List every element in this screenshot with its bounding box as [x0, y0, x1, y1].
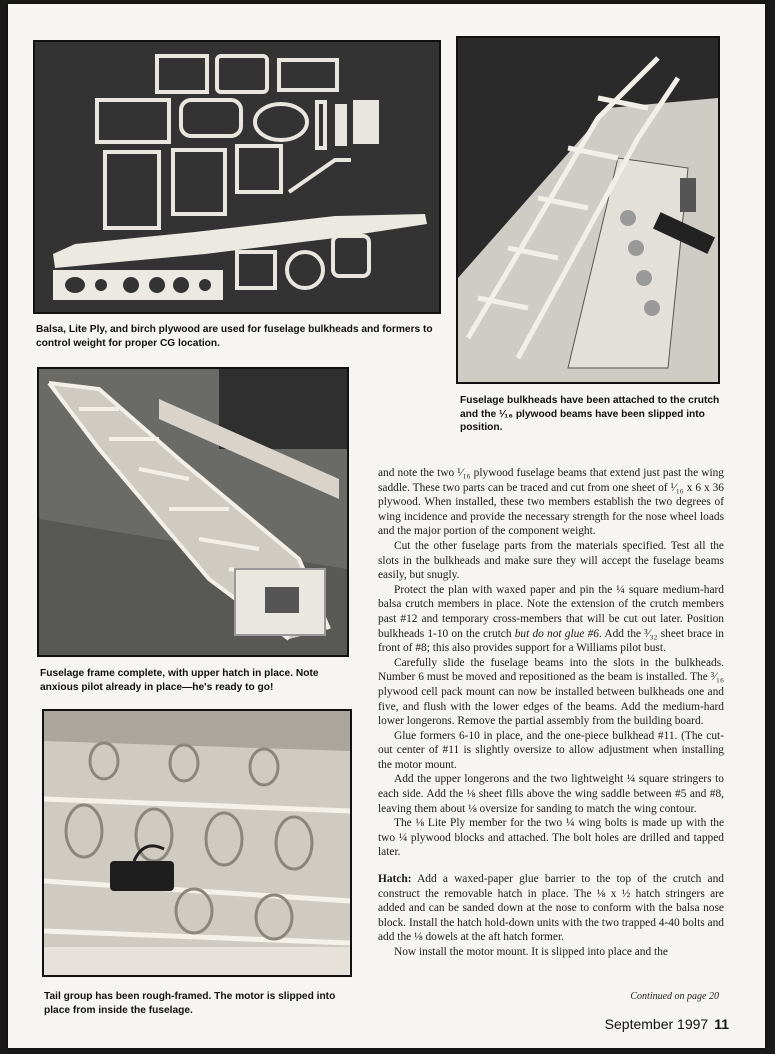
photo-tail-group [42, 709, 352, 977]
article-paragraph: Add the upper longerons and the two lightweight ¼ square stringers to each side. Add the ⅛ sheet fills above the wing saddle between #5 and #8, leaving them about ⅛ oversize for sanding to match the wing contour. [378, 773, 724, 815]
article-text-run: Protect the plan with waxed paper and pin the ¼ square medium-hard balsa crutch members in place. Note the extension of the crutch members past #12 and temporary cross-members that will be cut out later. Position bulkheads 1-10 on the crutch [378, 583, 724, 640]
article-paragraph: Now install the motor mount. It is slipped into place and the [394, 946, 668, 958]
article-paragraph: Glue formers 6-10 in place, and the one-piece bulkhead #11. (The cut-out center of #11 is slightly oversize to allow adjustment when installing the motor mount. [378, 729, 724, 771]
article-emphasis: but do not glue #6 [514, 627, 599, 640]
section-heading-hatch: Hatch: [378, 873, 412, 886]
photo-fuselage-parts [33, 40, 441, 314]
magazine-page [8, 4, 765, 1048]
page-number: 11 [714, 1016, 729, 1032]
caption-fuselage-frame: Fuselage frame complete, with upper hatch in place. Note anxious pilot already in place—he's ready to go! [40, 668, 319, 693]
article-paragraph [378, 583, 724, 656]
article-paragraph: The ⅛ Lite Ply member for the two ¼ wing bolts is made up with the two ¼ plywood blocks and attached. The bolt holes are drilled and tapped later. [378, 817, 724, 859]
article-text [378, 466, 724, 960]
photo-bulkheads-crutch [456, 36, 720, 384]
photo-fuselage-frame [37, 367, 349, 657]
article-paragraph: and note the two ¹⁄₁₆ plywood fuselage beams that extend just past the wing saddle. These two parts can be traced and cut from one sheet of ¹⁄₁₆ x 6 x 36 plywood. When installed, these two members establish the two degrees of wing incidence and provide the necessary strength for the nose wheel loads and the major portion of the component weight. [378, 467, 724, 538]
issue-date: September 1997 [604, 1016, 709, 1032]
article-text-run: . Add the ³⁄₃₂ sheet brace in front of #8; this also provides support for a Williams pilot bust. [378, 627, 724, 655]
tail-group-image [44, 711, 350, 975]
article-paragraph-hatch [378, 872, 724, 945]
article-paragraph: Cut the other fuselage parts from the materials specified. Test all the slots in the bulkheads and make sure they will accept the fuselage beams easily, but snugly. [378, 539, 724, 582]
page-footer [605, 1016, 729, 1032]
article-text-run: Add a waxed-paper glue barrier to the top of the crutch and construct the removable hatch in place. The ⅛ x ½ hatch stringers are added and can be sanded down at the nose to conform with the balsa nose block. Install the hatch hold-down units with the two trapped 4-40 bolts and add the ⅛ dowels at the aft hatch former. [378, 873, 724, 944]
fuselage-frame-image [39, 369, 347, 655]
fuselage-parts-image [35, 42, 439, 312]
continued-note: Continued on page 20 [630, 991, 719, 1002]
caption-bulkheads-crutch: Fuselage bulkheads have been attached to the crutch and the ¹⁄₁₆ plywood beams have been slipped into position. [460, 395, 720, 433]
caption-tail-group: Tail group has been rough-framed. The motor is slipped into place from inside the fuselage. [44, 991, 336, 1016]
bulkheads-crutch-image [458, 38, 718, 382]
article-paragraph: Carefully slide the fuselage beams into the slots in the bulkheads. Number 6 must be moved and repositioned as the beam is installed. The ³⁄₁₆ plywood cell pack mount can now be installed between bulkheads one and five, and flush with the lower edges of the beams. Add the medium-hard lower longerons. Remove the partial assembly from the building board. [378, 656, 724, 728]
caption-fuselage-parts: Balsa, Lite Ply, and birch plywood are used for fuselage bulkheads and formers to control weight for proper CG location. [36, 324, 433, 349]
